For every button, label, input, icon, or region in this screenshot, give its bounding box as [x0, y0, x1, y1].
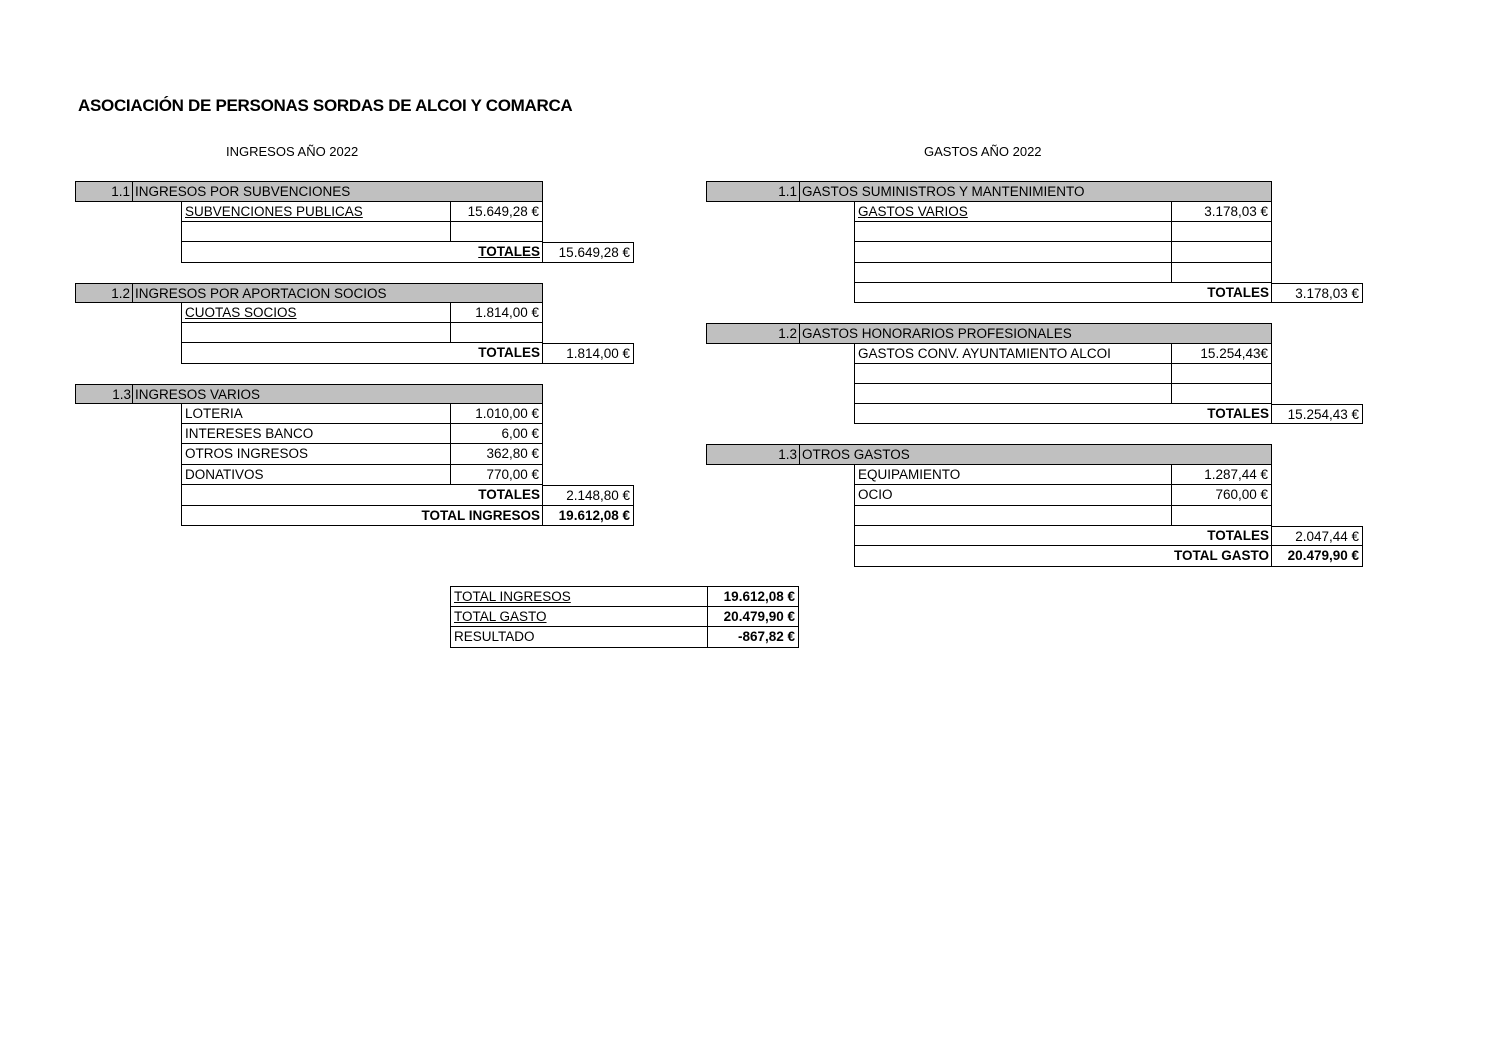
item-amount: 15.254,43€: [1171, 344, 1272, 364]
grand-total-label: TOTAL GASTO: [854, 546, 1272, 567]
item-name: SUBVENCIONES PUBLICAS: [181, 202, 451, 222]
ingresos-heading: INGRESOS AÑO 2022: [226, 144, 359, 159]
empty-cell: [854, 263, 1172, 283]
totals-value: 2.047,44 €: [1271, 526, 1363, 546]
empty-cell: [181, 323, 451, 343]
gastos-heading: GASTOS AÑO 2022: [924, 144, 1042, 159]
summary-label: TOTAL INGRESOS: [450, 586, 708, 607]
item-name: GASTOS CONV. AYUNTAMIENTO ALCOI: [854, 344, 1172, 364]
item-amount: 3.178,03 €: [1171, 202, 1272, 222]
summary-label: RESULTADO: [450, 627, 708, 648]
item-amount: 1.814,00 €: [450, 303, 543, 323]
item-name: CUOTAS SOCIOS: [181, 303, 451, 323]
empty-cell: [854, 506, 1172, 526]
totals-label: TOTALES: [854, 526, 1272, 546]
empty-cell: [181, 222, 451, 242]
section-number: 1.2: [707, 324, 800, 343]
grand-total-value: 20.479,90 €: [1271, 546, 1363, 567]
empty-cell: [450, 222, 543, 242]
item-name: INTERESES BANCO: [181, 424, 451, 444]
summary-value: 19.612,08 €: [707, 586, 799, 607]
ingresos-section-header: [75, 384, 543, 404]
section-number: 1.1: [707, 182, 800, 201]
totals-value: 15.649,28 €: [542, 242, 634, 263]
section-number: 1.2: [76, 284, 133, 302]
empty-cell: [854, 242, 1172, 263]
summary-result-value: -867,82 €: [707, 627, 799, 648]
empty-cell: [854, 222, 1172, 242]
totals-value: 15.254,43 €: [1271, 404, 1363, 424]
item-name: OCIO: [854, 485, 1172, 506]
section-number: 1.3: [707, 445, 800, 464]
ingresos-section-header: [75, 181, 543, 202]
empty-cell: [1171, 242, 1272, 263]
grand-total-label: TOTAL INGRESOS: [181, 506, 543, 526]
empty-cell: [1171, 506, 1272, 526]
totals-value: 2.148,80 €: [542, 485, 634, 506]
item-name: DONATIVOS: [181, 465, 451, 485]
totals-value: 1.814,00 €: [542, 343, 634, 364]
grand-total-value: 19.612,08 €: [542, 506, 634, 526]
item-amount: 760,00 €: [1171, 485, 1272, 506]
empty-cell: [1171, 364, 1272, 384]
section-label: OTROS GASTOS: [802, 447, 910, 462]
totals-value: 3.178,03 €: [1271, 283, 1363, 303]
empty-cell: [1171, 263, 1272, 283]
empty-cell: [854, 364, 1172, 384]
empty-cell: [854, 384, 1172, 404]
totals-label: TOTALES: [181, 485, 543, 506]
section-label: GASTOS SUMINISTROS Y MANTENIMIENTO: [802, 184, 1085, 199]
totals-label: TOTALES: [181, 242, 543, 263]
item-name: EQUIPAMIENTO: [854, 465, 1172, 485]
totals-label: TOTALES: [854, 404, 1272, 424]
item-amount: 1.287,44 €: [1171, 465, 1272, 485]
section-number: 1.3: [112, 387, 131, 402]
item-amount: 362,80 €: [450, 444, 543, 465]
summary-label: TOTAL GASTO: [450, 607, 708, 627]
ingresos-section-header: [75, 283, 543, 303]
section-label: INGRESOS POR APORTACION SOCIOS: [135, 286, 387, 301]
section-number: 1.1: [76, 182, 133, 201]
document-title: ASOCIACIÓN DE PERSONAS SORDAS DE ALCOI Y COMARCA: [78, 96, 573, 115]
gastos-section-header: [706, 181, 1272, 202]
item-amount: 15.649,28 €: [450, 202, 543, 222]
cell-divider: [132, 384, 133, 404]
section-label: INGRESOS POR SUBVENCIONES: [135, 184, 351, 199]
gastos-section-header: [706, 444, 1272, 465]
item-amount: 770,00 €: [450, 465, 543, 485]
item-name: GASTOS VARIOS: [854, 202, 1172, 222]
item-amount: 1.010,00 €: [450, 404, 543, 424]
totals-label: TOTALES: [181, 343, 543, 364]
item-name: LOTERIA: [181, 404, 451, 424]
empty-cell: [1171, 384, 1272, 404]
item-amount: 6,00 €: [450, 424, 543, 444]
section-label: GASTOS HONORARIOS PROFESIONALES: [802, 326, 1072, 341]
totals-label: TOTALES: [854, 283, 1272, 303]
empty-cell: [1171, 222, 1272, 242]
item-name: OTROS INGRESOS: [181, 444, 451, 465]
summary-value: 20.479,90 €: [707, 607, 799, 627]
section-label: INGRESOS VARIOS: [135, 387, 261, 402]
gastos-section-header: [706, 323, 1272, 344]
empty-cell: [450, 323, 543, 343]
